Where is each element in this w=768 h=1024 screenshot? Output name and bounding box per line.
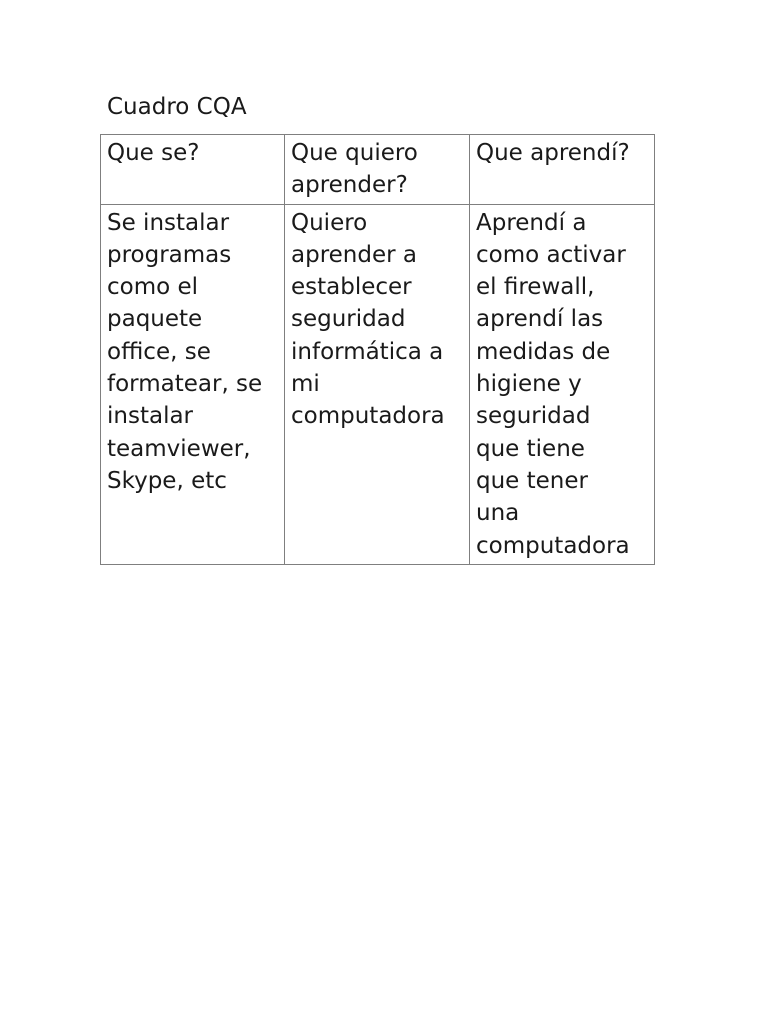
header-cell-que-se <box>101 135 285 205</box>
body-cell-que-quiero-aprender <box>285 204 470 564</box>
header-text: Que quiero aprender? <box>291 140 418 199</box>
table-header-row <box>101 135 655 205</box>
cell-text: Quiero aprender a establecer seguridad informática a mi computadora <box>291 209 445 430</box>
cell-text: Se instalar programas como el paquete office, se formatear, se instalar teamviewer, Skype, etc <box>107 209 263 494</box>
table-row <box>101 204 655 564</box>
cell-text: Aprendí a como activar el firewall, aprendí las medidas de higiene y seguridad que tiene que tener una computadora <box>476 209 630 559</box>
header-text: Que se? <box>107 140 200 166</box>
body-cell-que-aprendi <box>470 204 655 564</box>
body-cell-que-se <box>101 204 285 564</box>
document-title: Cuadro CQA <box>107 94 247 120</box>
header-text: Que aprendí? <box>476 140 630 166</box>
cqa-table <box>100 134 655 565</box>
header-cell-que-aprendi <box>470 135 655 205</box>
header-cell-que-quiero-aprender <box>285 135 470 205</box>
